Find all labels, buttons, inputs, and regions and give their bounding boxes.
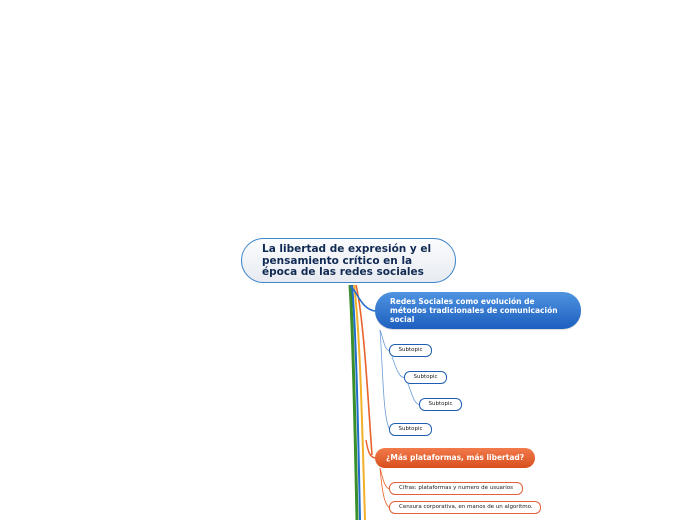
subtopic-node[interactable] <box>389 423 432 436</box>
main-topic-redes-sociales[interactable] <box>375 292 581 329</box>
subtopic-label: Subtopic <box>413 374 438 380</box>
main-topic-label: ¿Más plataformas, más libertad? <box>386 453 525 462</box>
subtopic-node[interactable] <box>404 371 447 384</box>
subtopic-label: Subtopic <box>398 426 423 432</box>
subtopic-label: Subtopic <box>428 401 453 407</box>
subtopic-connector <box>392 357 405 378</box>
subtopic-label: Subtopic <box>398 347 423 353</box>
subtopic-node-cifras[interactable] <box>389 482 523 495</box>
subtopic-label: Censura corporativa, en manos de un algoritmo. <box>399 504 533 510</box>
subtopic-node[interactable] <box>419 398 462 411</box>
subtopic-node[interactable] <box>389 344 432 357</box>
main-topic-mas-plataformas[interactable] <box>375 448 535 468</box>
central-topic[interactable] <box>241 238 456 283</box>
subtopic-node-censura[interactable] <box>389 501 541 514</box>
main-topic-label: Redes Sociales como evolución de métodos tradicionales de comunicación social <box>390 297 558 324</box>
subtopic-label: Cifras: plataformas y numero de usuarios <box>399 485 513 491</box>
central-topic-label: La libertad de expresión y el pensamiento crítico en la época de las redes sociales <box>262 243 432 278</box>
